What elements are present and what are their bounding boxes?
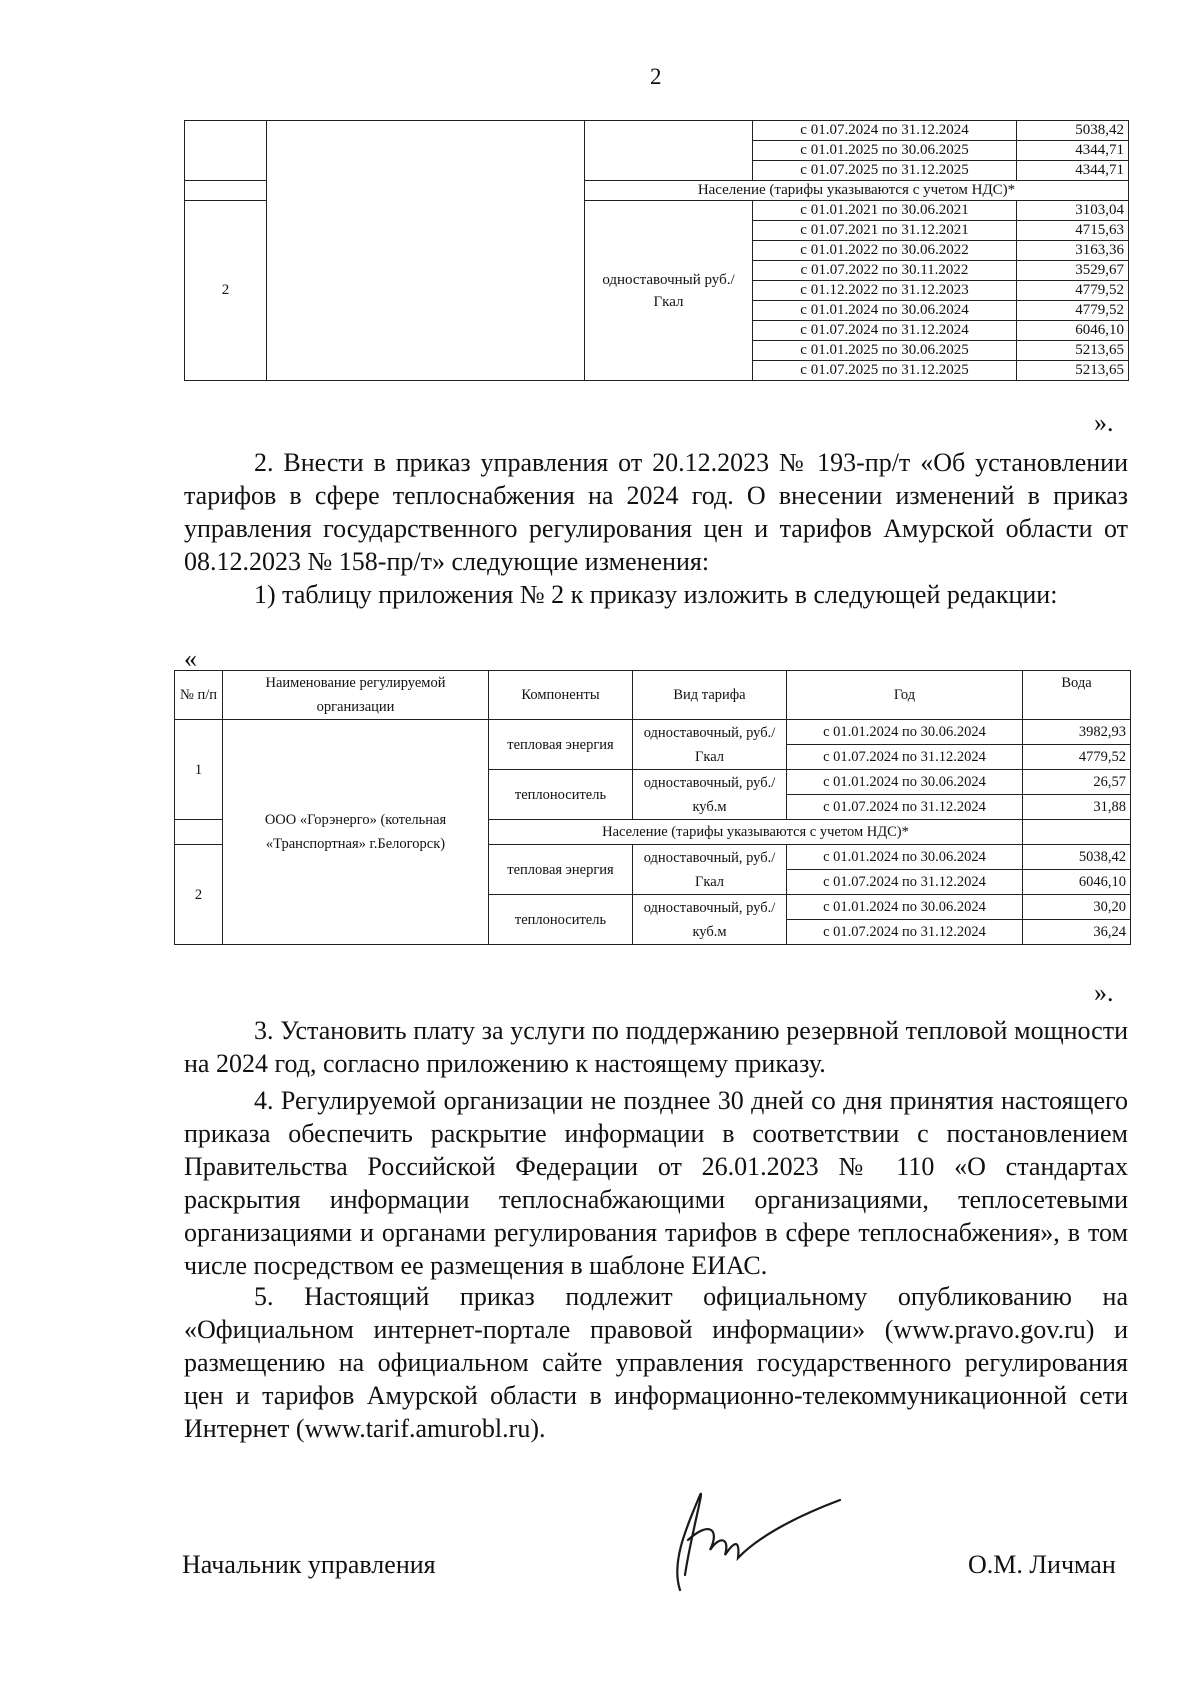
period-cell: с 01.01.2024 по 30.06.2024 [787, 770, 1023, 795]
period-cell: с 01.07.2024 по 31.12.2024 [787, 795, 1023, 820]
value-cell: 5213,65 [1017, 361, 1129, 381]
header-component: Компоненты [489, 671, 633, 720]
close-quote: ». [1094, 408, 1114, 437]
tariff-type-gcal: одноставочный, руб./Гкал [633, 845, 787, 895]
handwritten-signature [650, 1480, 850, 1600]
population-note: Население (тарифы указываются с учетом НДС)* [489, 820, 1023, 845]
component-heat-carrier: теплоноситель [489, 770, 633, 820]
value-cell: 31,88 [1023, 795, 1131, 820]
tariff-table-appendix-2 [174, 670, 1131, 945]
tariff-type-m3: одноставочный, руб./куб.м [633, 895, 787, 945]
value-cell: 4779,52 [1017, 301, 1129, 321]
period-cell: с 01.07.2021 по 31.12.2021 [753, 221, 1017, 241]
tariff-type-m3: одноставочный, руб./куб.м [633, 770, 787, 820]
header-row [175, 671, 1131, 720]
paragraph-4: 4. Регулируемой организации не позднее 30 дней со дня принятия настоящего приказа обеспечить раскрытие информации в соответствии с постановлением Правительства Российской Федерации от 26.01.2023 № 110 «О стандартах раскрытия информации теплоснабжающими организациями, теплосетевыми организациями и органами регулирования тарифов в сфере теплоснабжения», в том числе посредством ее размещения в шаблоне ЕИАС. [184, 1086, 1128, 1280]
period-cell: с 01.07.2025 по 31.12.2025 [753, 361, 1017, 381]
value-cell: 26,57 [1023, 770, 1131, 795]
num-cell [185, 181, 267, 201]
period-cell: с 01.07.2024 по 31.12.2024 [787, 745, 1023, 770]
org-name: ООО «Горэнерго» (котельная «Транспортная» г.Белогорск) [223, 720, 489, 945]
paragraph-2-1: 1) таблицу приложения № 2 к приказу изложить в следующей редакции: [254, 580, 1058, 609]
period-cell: с 01.07.2022 по 30.11.2022 [753, 261, 1017, 281]
header-tariff-type: Вид тарифа [633, 671, 787, 720]
row-number: 2 [185, 201, 267, 381]
period-cell: с 01.01.2022 по 30.06.2022 [753, 241, 1017, 261]
group-number: 2 [175, 845, 223, 945]
period-cell: с 01.01.2024 по 30.06.2024 [787, 845, 1023, 870]
value-cell: 5038,42 [1023, 845, 1131, 870]
tariff-type-cell [585, 121, 753, 181]
page-number: 2 [650, 64, 662, 89]
value-cell: 3163,36 [1017, 241, 1129, 261]
num-cell [175, 820, 223, 845]
header-year: Год [787, 671, 1023, 720]
value-cell: 4344,71 [1017, 141, 1129, 161]
value-cell: 3529,67 [1017, 261, 1129, 281]
header-water: Вода [1023, 671, 1131, 720]
value-cell: 5213,65 [1017, 341, 1129, 361]
table-row [185, 121, 1129, 141]
group-number: 1 [175, 720, 223, 820]
value-cell: 36,24 [1023, 920, 1131, 945]
org-cell [267, 121, 585, 381]
value-cell [1023, 820, 1131, 845]
table-row [175, 720, 1131, 745]
component-heat-energy: тепловая энергия [489, 845, 633, 895]
period-cell: с 01.12.2022 по 31.12.2023 [753, 281, 1017, 301]
value-cell: 3103,04 [1017, 201, 1129, 221]
population-note: Население (тарифы указываются с учетом НДС)* [585, 181, 1129, 201]
period-cell: с 01.07.2024 по 31.12.2024 [787, 920, 1023, 945]
value-cell: 4779,52 [1017, 281, 1129, 301]
tariff-type-cell: одноставочный руб./Гкал [585, 201, 753, 381]
signatory-name: О.М. Личман [968, 1550, 1116, 1579]
period-cell: с 01.01.2025 по 30.06.2025 [753, 141, 1017, 161]
period-cell: с 01.01.2024 по 30.06.2024 [753, 301, 1017, 321]
value-cell: 4344,71 [1017, 161, 1129, 181]
signatory-position: Начальник управления [182, 1550, 436, 1579]
period-cell: с 01.07.2025 по 31.12.2025 [753, 161, 1017, 181]
period-cell: с 01.01.2025 по 30.06.2025 [753, 341, 1017, 361]
value-cell: 6046,10 [1017, 321, 1129, 341]
value-cell: 5038,42 [1017, 121, 1129, 141]
period-cell: с 01.01.2024 по 30.06.2024 [787, 720, 1023, 745]
close-quote: ». [1094, 978, 1114, 1007]
period-cell: с 01.07.2024 по 31.12.2024 [753, 321, 1017, 341]
period-cell: с 01.01.2021 по 30.06.2021 [753, 201, 1017, 221]
tariff-table-continuation [184, 120, 1129, 381]
open-quote: « [184, 644, 197, 673]
period-cell: с 01.01.2024 по 30.06.2024 [787, 895, 1023, 920]
period-cell: с 01.07.2024 по 31.12.2024 [753, 121, 1017, 141]
header-org: Наименование регулируемой организации [223, 671, 489, 720]
paragraph-5: 5. Настоящий приказ подлежит официальному опубликованию на «Официальном интернет-портале правовой информации» (www.pravo.gov.ru) и размещению на официальном сайте управления государственного регулирования цен и тарифов Амурской области в информационно-телекоммуникационной сети Интернет (www.tarif.amurobl.ru). [184, 1282, 1128, 1443]
tariff-type-gcal: одноставочный, руб./Гкал [633, 720, 787, 770]
period-cell: с 01.07.2024 по 31.12.2024 [787, 870, 1023, 895]
paragraph-2: 2. Внести в приказ управления от 20.12.2023 № 193-пр/т «Об установлении тарифов в сфере теплоснабжения на 2024 год. О внесении изменений в приказ управления государственного регулирования цен и тарифов Амурской области от 08.12.2023 № 158-пр/т» следующие изменения: [184, 448, 1128, 576]
paragraph-3: 3. Установить плату за услуги по поддержанию резервной тепловой мощности на 2024 год, согласно приложению к настоящему приказу. [184, 1016, 1128, 1078]
value-cell: 4715,63 [1017, 221, 1129, 241]
value-cell: 4779,52 [1023, 745, 1131, 770]
component-heat-energy: тепловая энергия [489, 720, 633, 770]
num-cell [185, 121, 267, 181]
value-cell: 6046,10 [1023, 870, 1131, 895]
value-cell: 3982,93 [1023, 720, 1131, 745]
header-num: № п/п [175, 671, 223, 720]
component-heat-carrier: теплоноситель [489, 895, 633, 945]
value-cell: 30,20 [1023, 895, 1131, 920]
